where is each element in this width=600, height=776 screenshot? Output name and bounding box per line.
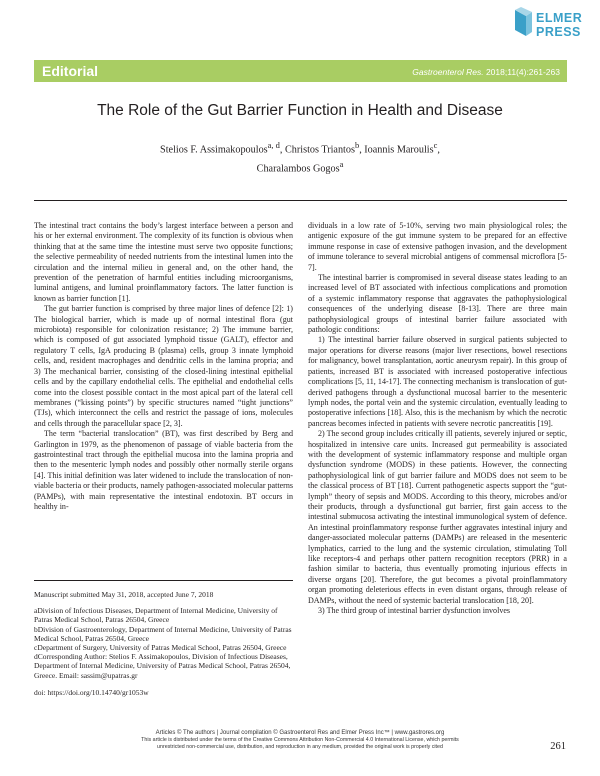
- author-affiliation-mark: a: [339, 159, 344, 170]
- affiliation: aDivision of Infectious Diseases, Department of Internal Medicine, University of Patras Medical School, Patras 26504, Greece: [34, 606, 278, 625]
- elmer-press-logo-icon: [512, 6, 534, 40]
- body-paragraph: The term “bacterial translocation” (BT), was first described by Berg and Garlington in 1979, as the phenomenon of passage of viable bacteria from the gastrointestinal tract through the epithelial mucosa into the lamina propria and then to the mesenteric lymph nodes and possibly other normally sterile organs [4]. This initial definition was later widened to include the translocation of non-viable bacteria or their products, namely pathogen-associated molecular patterns (PAMPs), with main representative the intestinal endotoxin. BT occurs in healthy in-: [34, 429, 293, 511]
- section-label: Editorial: [42, 63, 99, 79]
- page-footer: [120, 730, 480, 751]
- body-column-left: [34, 221, 293, 512]
- license-line: This article is distributed under the terms of the Creative Commons Attribution Non-Commercial 4.0 International License, which permits: [141, 737, 459, 743]
- body-column-right: [308, 221, 567, 616]
- author-name: , Ioannis Maroulis: [359, 144, 434, 156]
- author-line-2: [120, 157, 480, 176]
- author-name: Stelios F. Assimakopoulos: [160, 144, 268, 156]
- copyright-line: Articles © The authors | Journal compilation © Gastroenterol Res and Elmer Press Inc™ | www.gastrores.org: [155, 730, 445, 736]
- submission-dates: Manuscript submitted May 31, 2018, accepted June 7, 2018: [34, 590, 214, 599]
- logo-text-press: PRESS: [536, 25, 581, 39]
- journal-citation: [412, 67, 560, 77]
- corresponding-author: dCorresponding Author: Stelios F. Assimakopoulos, Division of Infectious Diseases, Department of Internal Medicine, University of Patras Medical School, Patras 26504, Greece. Email: sassim@upatras.gr: [34, 652, 291, 680]
- license-line: unrestricted non-commercial use, distribution, and reproduction in any medium, provided the original work is properly cited: [157, 744, 443, 750]
- affiliation: cDepartment of Surgery, University of Patras Medical School, Patras 26504, Greece: [34, 643, 287, 653]
- page-number: 261: [550, 741, 566, 752]
- body-paragraph: The intestinal barrier is compromised in several disease states leading to an increased level of BT associated with infectious complications and promotion of a systemic inflammatory response that aggravates the pathophysiological consequences of the underlying disease [8-13]. There are three main pathophysiological groups of intestinal barrier failure associated with pathologic conditions:: [308, 273, 567, 335]
- footnote-divider: [34, 580, 293, 581]
- author-affiliation-mark: a, d: [267, 140, 280, 150]
- author-separator: ,: [437, 144, 440, 156]
- author-name: , Christos Triantos: [279, 144, 355, 156]
- elmer-press-logo: [512, 4, 594, 48]
- journal-name: Gastroenterol Res.: [412, 67, 484, 77]
- body-paragraph: 2) The second group includes critically ill patients, severely injured or septic, hospitalized in intensive care units. Increased gut permeability is associated with the development of systemic inflammatory response and multiple organ dysfunction syndrome (MODS) in these patients. However, the connecting pathophysiological link of gut barrier failure and MODS does not seem to be the classical process of BT [18]. Current pathogenetic aspects support the “gut-lymph” theory of sepsis and MODS. According to this theory, microbes and/or their products, through a dysfunctional gut barrier, first gain access to the intestinal submucosa activating the intestinal immunological system of defence. An intestinal proinflammatory response further aggravates intestinal injury and danger-associated molecular patterns (DAMPs) are released in the mesenteric lymphatics, carried to the lung and the systemic circulation, stimulating Toll like receptors-4 and perhaps other pattern recognition receptors (PRR) in a fashion similar to bacteria, thus eventually promoting injurious effects in diverse organs [20]. Therefore, the gut becomes a pivotal proinflammatory organ promoting deleterious effects in even distant organs, through release of DAMPs, without the need of systemic bacterial translocation [18, 20].: [308, 429, 567, 605]
- author-affiliation-mark: b: [354, 140, 360, 150]
- author-name: Charalambos Gogos: [256, 163, 340, 175]
- affiliation: bDivision of Gastroenterology, Department of Internal Medicine, University of Patras Medical School, Patras 26504, Greece: [34, 624, 292, 643]
- logo-text-elmer: ELMER: [536, 11, 583, 25]
- journal-volume: 2018;11(4):261-263: [483, 67, 560, 77]
- body-paragraph: dividuals in a low rate of 5-10%, serving two main physiological roles; the antigenic exposure of the gut immune system to be prepared for an effective immune response in case of extensive pathogen invasion, and the development of immune tolerance to several microbial antigens of commensal microflora [5-7].: [308, 221, 567, 272]
- doi-link[interactable]: doi: https://doi.org/10.14740/gr1053w: [34, 687, 149, 697]
- title-divider: [34, 200, 567, 201]
- author-affiliation-mark: c: [433, 140, 438, 150]
- body-paragraph: The intestinal tract contains the body’s largest interface between a person and his or her external environment. The complexity of its function is obvious when thinking that at the same time the intestine must serve two opposite functions; the selective permeability of needed nutrients from the intestinal lumen into the circulation and the internal milieu in general and, on the other hand, the prevention of the penetration of harmful entities including microorganisms, luminal antigens, and luminal proinflammatory factors. The latter function is known as barrier function [1].: [34, 221, 293, 303]
- article-notes: [34, 590, 293, 697]
- body-paragraph: 3) The third group of intestinal barrier dysfunction involves: [318, 606, 511, 616]
- body-paragraph: 1) The intestinal barrier failure observed in surgical patients subjected to major operations for diverse reasons (major liver resections, bowel resections for malignancy, bowel transplantation, aortic aneurysm repair). In this group of patients, increased BT is associated with increased postoperative infectious complications [5, 11, 14-17]. The connecting mechanism is translocation of gut-derived pathogens through a dysfunctional mucosal barrier to the mesenteric lymph nodes, the portal vein and the systemic circulation, eventually leading to postoperative infections [18]. Also, this is the mechanism by which the necrotic pancreas becomes infected in patients with severe necrotic pancreatitis [19].: [308, 335, 567, 428]
- article-title: The Role of the Gut Barrier Function in Health and Disease: [97, 102, 503, 119]
- author-list: [120, 138, 480, 177]
- author-line-1: [120, 138, 480, 157]
- body-paragraph: The gut barrier function is comprised by three major lines of defence [2]: 1) The biological barrier, which is made up of normal intestinal flora (gut microbiota) responsible for colonization resistance; 2) The immune barrier, which is composed of gut associated lymphoid tissue (GALT), effector and regulatory T cells, IgA producing B (plasma) cells, group 3 innate lymphoid cells, and, resident macrophages and dendritic cells in the lamina propria; and 3) The mechanical barrier, consisting of the closed-lining intestinal epithelial cells and by the capillary endothelial cells. The epithelial and endothelial cells come into the closest possible contact in the most apical part of the lateral cell membranes (“kissing points”) by specific structures named “tight junctions” (TJs), which interconnect the cells and restrict the passage of ions, molecules and cells through the paracellular space [2, 3].: [34, 304, 293, 428]
